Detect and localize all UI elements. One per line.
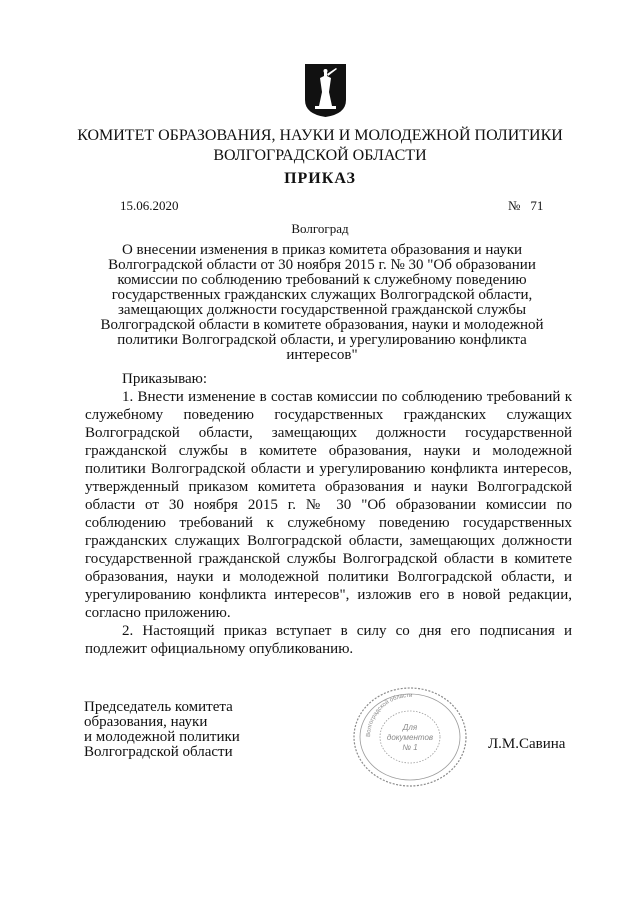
subject-line: Волгоградской области от 30 ноября 2015 г. № 30 "Об образовании [108,257,536,273]
subject-line: Волгоградской области в комитете образования, науки и молодежной [100,317,544,333]
city: Волгоград [291,221,349,236]
document-type: ПРИКАЗ [284,170,356,187]
stamp-center-line: № 1 [402,743,418,752]
organization-name-line2: ВОЛГОГРАДСКОЙ ОБЛАСТИ [213,147,427,164]
subject-line: политики Волгоградской области, и урегулированию конфликта [117,332,527,348]
stamp-center-line: Для [402,723,418,732]
number-value: 71 [530,198,544,213]
order-intro: Приказываю: [122,371,207,387]
signatory-title-line: и молодежной политики [84,729,240,745]
coat-of-arms-icon [303,62,348,118]
organization-name-line1: КОМИТЕТ ОБРАЗОВАНИЯ, НАУКИ И МОЛОДЕЖНОЙ ПОЛИТИКИ [77,127,563,144]
official-stamp [352,686,468,788]
signatory-title-line: Председатель комитета [84,699,233,715]
order-item-1: 1. Внести изменение в состав комиссии по соблюдению требований к служебному поведению государственных гражданских служащих Волгоградской области, замещающих должности государственной гражданской службы в комитете образования, науки и молодежной политики Волгоградской области и урегулированию конфликта интересов, утвержденный приказом комитета образования и науки Волгоградской области от 30 ноября 2015 г. № 30 "Об образовании комиссии по соблюдению требований к служебному поведению государственных гражданских служащих Волгоградской области, замещающих должности государственной гражданской службы Волгоградской области в комитете образования, науки и молодежной политики Волгоградской области, и урегулированию конфликта интересов", изложив его в новой редакции, согласно приложению. [85,389,572,621]
document-subject [92,243,552,363]
subject-line: государственных гражданских служащих Волгоградской области, [111,287,533,303]
order-item-2: 2. Настоящий приказ вступает в силу со дня его подписания и подлежит официальному опубликованию. [85,623,572,657]
document-date: 15.06.2020 [120,198,179,213]
signatory-title [84,700,240,760]
subject-line: интересов" [286,347,358,363]
signatory-name: Л.М.Савина [488,736,566,752]
number-sign: № [508,198,521,213]
organization-name [40,126,600,166]
document-body [85,370,572,658]
document-number [508,198,543,214]
stamp-center-line: документов [386,733,434,742]
signatory-title-line: Волгоградской области [84,744,233,760]
subject-line: комиссии по соблюдению требований к служебному поведению [117,272,527,288]
subject-line: замещающих должности государственной гражданской службы [117,302,527,318]
signatory-title-line: образования, науки [84,714,208,730]
subject-line: О внесении изменения в приказ комитета образования и науки [121,242,523,258]
stamp-ring-text: Волгоградской области [365,692,413,738]
